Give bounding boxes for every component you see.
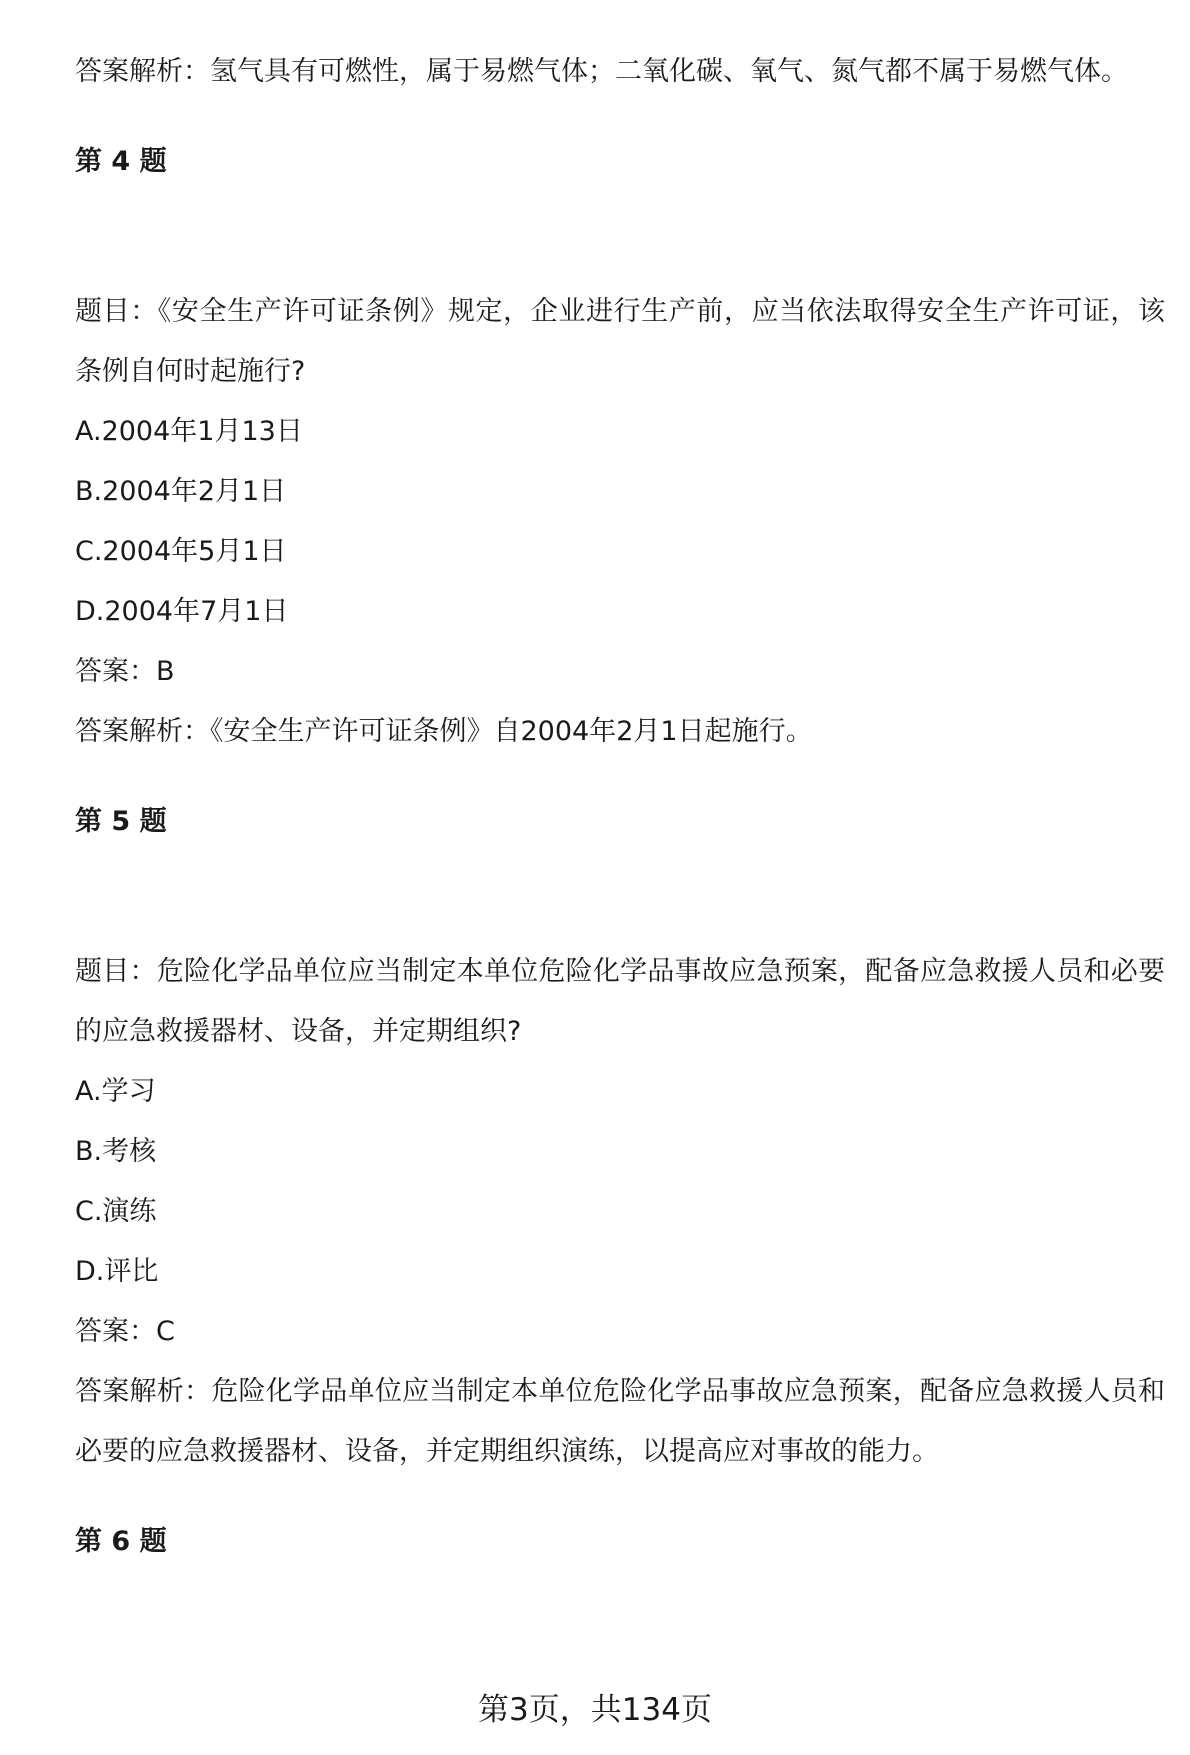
q5-option-c: C.演练: [75, 1196, 157, 1227]
q3-analysis: 答案解析：氢气具有可燃性，属于易燃气体；二氧化碳、氧气、氮气都不属于易燃气体。: [75, 56, 1128, 87]
q4-option-c: C.2004年5月1日: [75, 536, 287, 567]
q5-heading: 第 5 题: [75, 806, 167, 837]
document-content: [75, 42, 1165, 1662]
q6-heading: 第 6 题: [75, 1526, 167, 1557]
q4-option-d: D.2004年7月1日: [75, 596, 289, 627]
q5-question: 题目：危险化学品单位应当制定本单位危险化学品事故应急预案，配备应急救援人员和必要的应急救援器材、设备，并定期组织?: [75, 956, 1165, 1047]
q5-option-b: B.考核: [75, 1136, 157, 1167]
q5-answer: 答案：C: [75, 1316, 175, 1347]
q4-analysis: 答案解析：《安全生产许可证条例》自2004年2月1日起施行。: [75, 716, 813, 747]
q4-option-b: B.2004年2月1日: [75, 476, 287, 507]
q5-option-d: D.评比: [75, 1256, 159, 1287]
q5-option-a: A.学习: [75, 1076, 156, 1107]
page-number: 第3页，共134页: [478, 1692, 712, 1728]
q4-question: 题目：《安全生产许可证条例》规定，企业进行生产前，应当依法取得安全生产许可证，该条例自何时起施行?: [75, 296, 1165, 387]
q5-analysis: 答案解析：危险化学品单位应当制定本单位危险化学品事故应急预案，配备应急救援人员和必要的应急救援器材、设备，并定期组织演练，以提高应对事故的能力。: [75, 1376, 1165, 1467]
q4-option-a: A.2004年1月13日: [75, 416, 303, 447]
q4-answer: 答案：B: [75, 656, 175, 687]
q4-heading: 第 4 题: [75, 146, 167, 177]
